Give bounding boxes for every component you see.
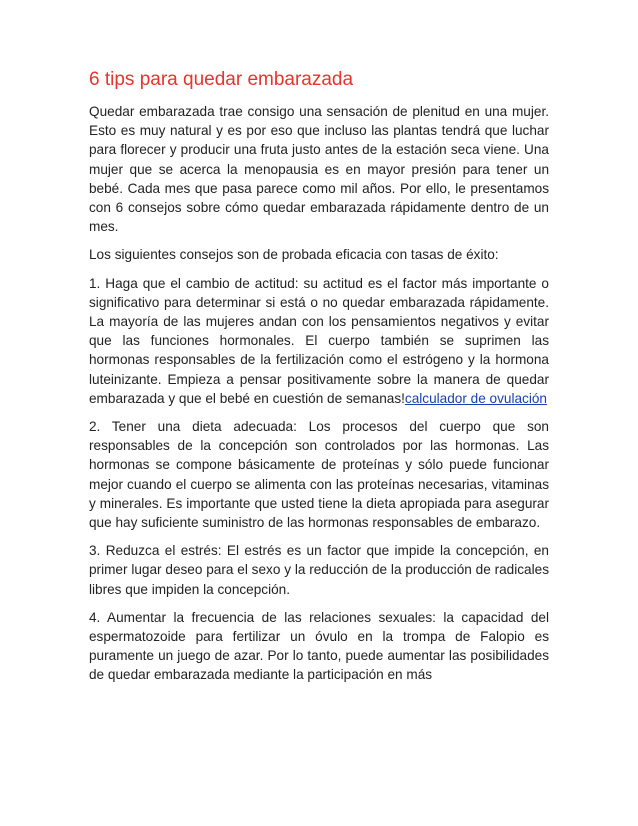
document-title: 6 tips para quedar embarazada [89,69,354,90]
tip-4-paragraph: 4. Aumentar la frecuencia de las relaciones sexuales: la capacidad del espermatozoide para fertilizar un óvulo en la trompa de Falopio es puramente un juego de azar. Por lo tanto, puede aumentar las posibilidades de quedar embarazada mediante la participación en más [89,609,549,683]
tip-1-paragraph [89,274,549,408]
tip-1-text: 1. Haga que el cambio de actitud: su actitud es el factor más importante o significativo para determinar si está o no quedar embarazada rápidamente. La mayoría de las mujeres andan con los pensamientos negativos y evitar que las funciones hormonales. El cuerpo también se suprimen las hormonas responsables de la fertilización como el estrógeno y la hormona luteinizante. Empieza a pensar positivamente sobre la manera de quedar embarazada y que el bebé en cuestión de semanas! [89,275,549,406]
tip-2-paragraph: 2. Tener una dieta adecuada: Los procesos del cuerpo que son responsables de la concepción son controlados por las hormonas. Las hormonas se compone básicamente de proteínas y sólo puede funcionar mejor cuando el cuerpo se alimenta con las proteínas necesarias, vitaminas y minerales. Es importante que usted tiene la dieta apropiada para asegurar que hay suficiente suministro de las hormonas responsables de embarazo. [89,419,549,531]
intro-paragraph: Quedar embarazada trae consigo una sensación de plenitud en una mujer. Esto es muy natural y es por eso que incluso las plantas tendrá que luchar para florecer y producir una fruta justo antes de la estación seca viene. Una mujer que se acerca la menopausia es en mayor presión para tener un bebé. Cada mes que pasa parece como mil años. Por ello, le presentamos con 6 consejos sobre cómo quedar embarazada rápidamente dentro de un mes. [89,104,549,235]
document-page [89,68,549,694]
tips-intro-paragraph: Los siguientes consejos son de probada eficacia con tasas de éxito: [89,247,499,263]
ovulation-calculator-link[interactable]: calculador de ovulación [404,390,547,406]
tip-3-paragraph: 3. Reduzca el estrés: El estrés es un factor que impide la concepción, en primer lugar deseo para el sexo y la reducción de la producción de radicales libres que impiden la concepción. [89,543,549,597]
